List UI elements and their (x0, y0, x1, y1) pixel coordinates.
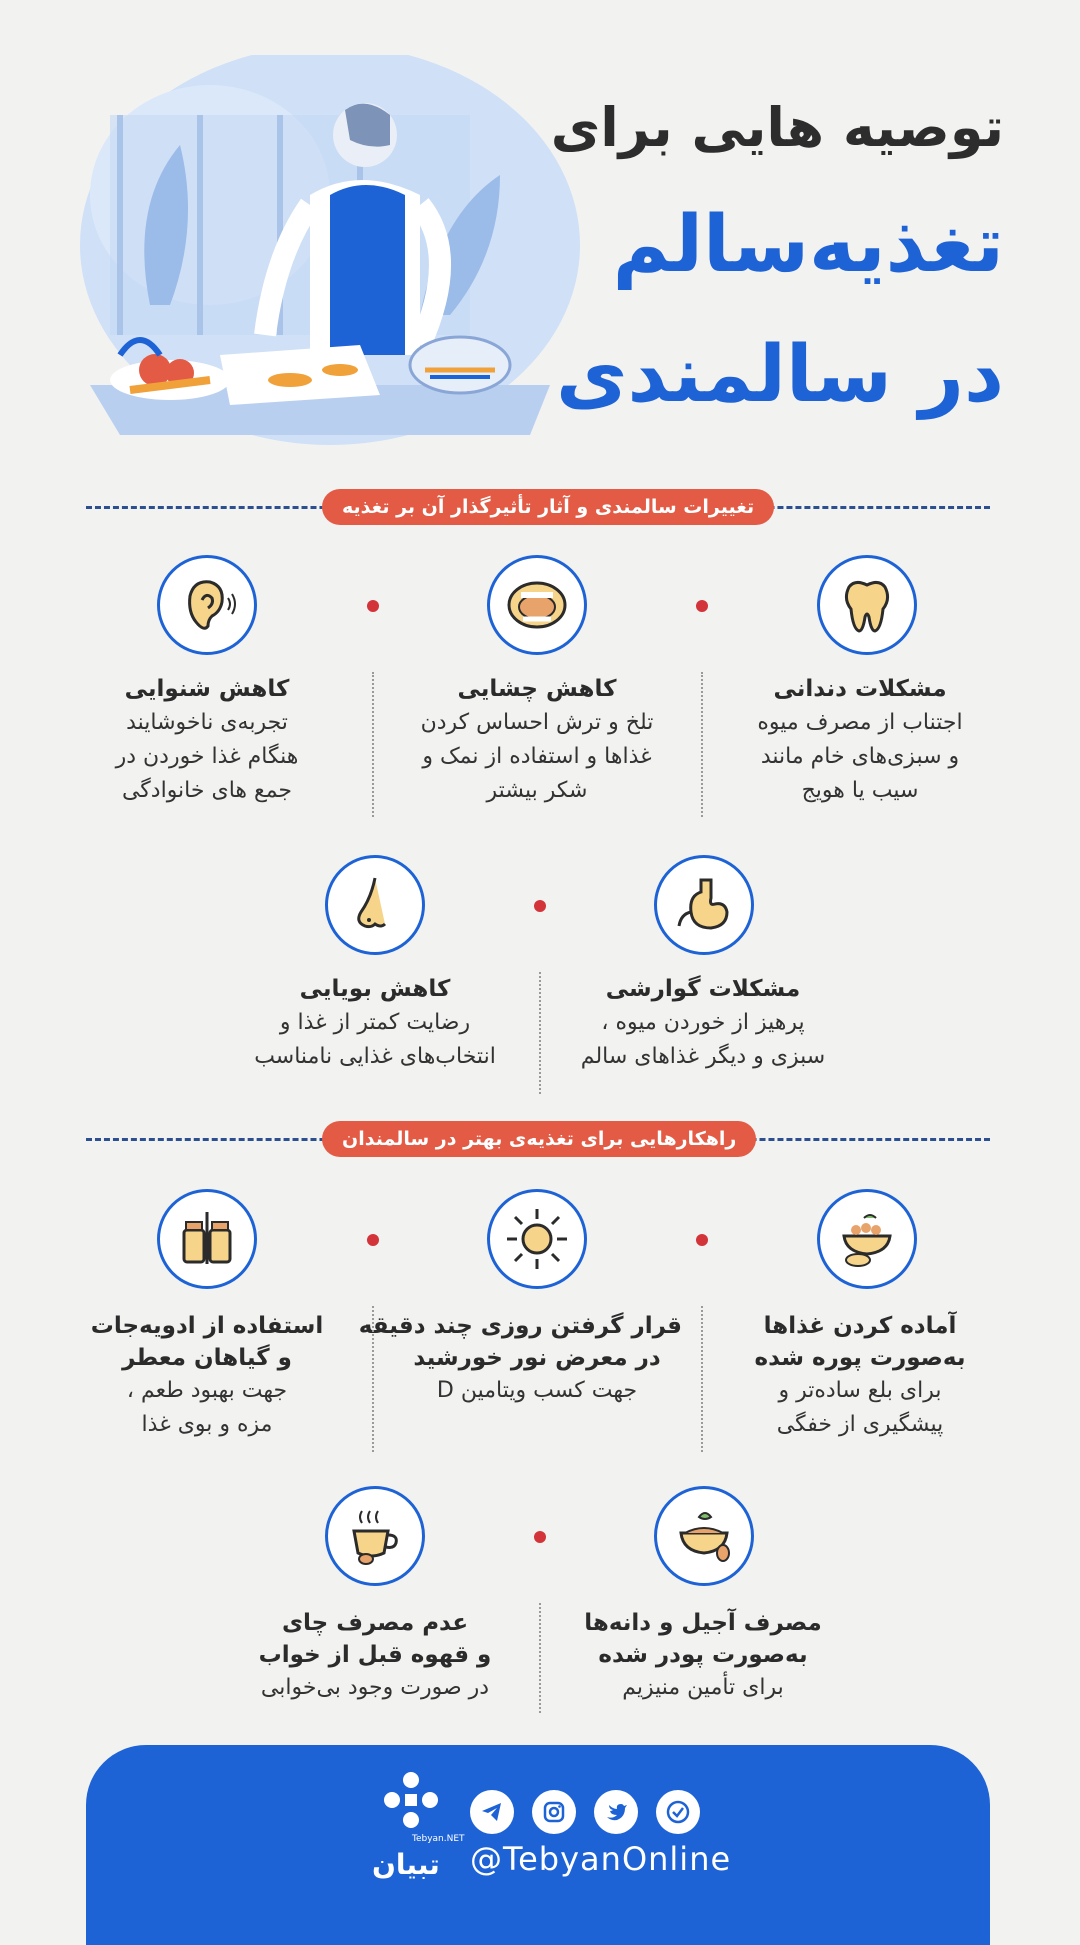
card-taste-desc: تلخ و ترش احساس کردن غذاها و استفاده از نمک و شکر بیشتر (420, 710, 654, 803)
card-nuts-desc: برای تأمین منیزیم (622, 1675, 784, 1700)
card-tea-coffee-desc: در صورت وجود بی‌خوابی (260, 1675, 490, 1700)
tebyan-logo-icon (372, 1770, 450, 1834)
social-handle[interactable]: @TebyanOnline (470, 1840, 732, 1878)
tebyan-brand-name: تبیان (372, 1848, 440, 1881)
pureed-food-icon (817, 1189, 917, 1289)
section2-title: راهکارهایی برای تغذیه‌ی بهتر در سالمندان (322, 1121, 756, 1157)
card-tea-coffee-title: عدم مصرف چای و قهوه قبل از خواب (258, 1610, 492, 1668)
card-dental-desc: اجتناب از مصرف میوه و سبزی‌های خام مانند سیب یا هویج (757, 710, 963, 803)
tooth-icon (817, 555, 917, 655)
separator-dot (367, 1234, 379, 1246)
title-line-3: در سالمندی (555, 330, 1004, 420)
card-smell-title: کاهش بویایی (299, 976, 451, 1002)
column-separator (701, 1306, 703, 1452)
separator-dot (696, 1234, 708, 1246)
separator-dot (696, 600, 708, 612)
section1-title: تغییرات سالمندی و آثار تأثیرگذار آن بر تغذیه (322, 489, 774, 525)
separator-dot (367, 600, 379, 612)
coffee-cup-icon (325, 1486, 425, 1586)
card-nuts-title: مصرف آجیل و دانه‌ها به‌صورت پودر شده (584, 1610, 822, 1668)
nuts-bowl-icon (654, 1486, 754, 1586)
instagram-icon[interactable] (532, 1790, 576, 1834)
column-separator (701, 672, 703, 817)
column-separator (539, 972, 541, 1094)
card-spices-title: استفاده از ادویه‌جات و گیاهان معطر (90, 1313, 324, 1371)
verified-icon[interactable] (656, 1790, 700, 1834)
column-separator (372, 672, 374, 817)
title-line-1: توصیه هایی برای (550, 96, 1004, 159)
title-line-2: تغذیه‌سالم (612, 200, 1004, 290)
tebyan-brand-small: Tebyan.NET (412, 1834, 465, 1844)
column-separator (372, 1306, 374, 1452)
telegram-icon[interactable] (470, 1790, 514, 1834)
card-sunlight-desc: جهت کسب ویتامین D (436, 1378, 638, 1403)
stomach-icon (654, 855, 754, 955)
ear-icon (157, 555, 257, 655)
card-digestive-desc: پرهیز از خوردن میوه ، سبزی و دیگر غذاهای سالم (580, 1010, 826, 1069)
card-sunlight-title: قرار گرفتن روزی چند دقیقه در معرض نور خورشید (358, 1313, 682, 1371)
card-smell-desc: رضایت کمتر از غذا و انتخاب‌های غذایی نامناسب (254, 1010, 496, 1069)
mouth-icon (487, 555, 587, 655)
twitter-icon[interactable] (594, 1790, 638, 1834)
card-hearing-title: کاهش شنوایی (124, 676, 290, 702)
separator-dot (534, 900, 546, 912)
card-taste-title: کاهش چشایی (457, 676, 617, 702)
card-dental-title: مشکلات دندانی (773, 676, 947, 702)
card-pureed-title: آماده کردن غذاها به‌صورت پوره شده (754, 1313, 966, 1371)
elderly-man-cooking-illustration (60, 55, 580, 455)
card-pureed-desc: برای بلع ساده‌تر و پیشگیری از خفگی (776, 1378, 944, 1437)
card-digestive-title: مشکلات گوارشی (605, 976, 801, 1002)
card-spices-desc: جهت بهبود طعم ، مزه و بوی غذا (126, 1378, 288, 1437)
sun-icon (487, 1189, 587, 1289)
separator-dot (534, 1531, 546, 1543)
column-separator (539, 1603, 541, 1713)
card-hearing-desc: تجربه‌ی ناخوشایند هنگام غذا خوردن در جمع های خانوادگی (115, 710, 299, 803)
spice-jars-icon (157, 1189, 257, 1289)
nose-icon (325, 855, 425, 955)
